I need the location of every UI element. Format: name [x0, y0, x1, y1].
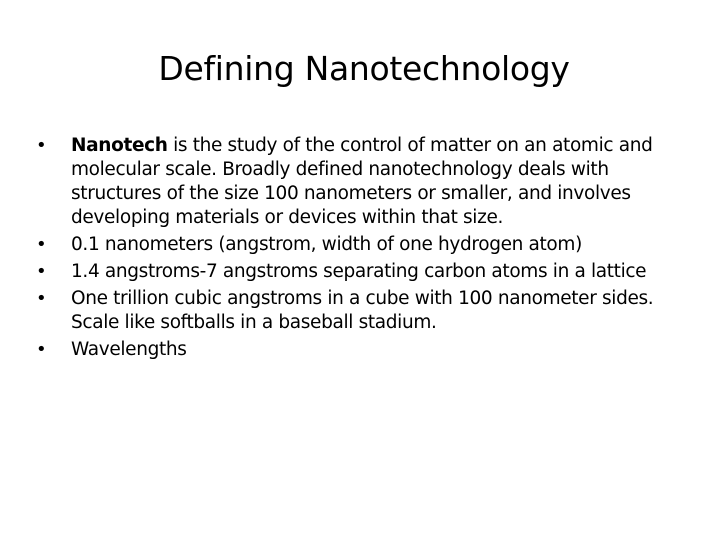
bullet-text: is the study of the control of matter on an atomic and molecular scale. Broadly defined nanotechnology deals with structures of the size 100 nanometers or smaller, and involves developing materials or devices within that size.: [71, 135, 653, 228]
bullet-icon: •: [36, 261, 47, 282]
bullet-icon: •: [36, 288, 47, 309]
bullet-item: [36, 338, 696, 362]
slide-title: Defining Nanotechnology: [158, 49, 570, 88]
bullet-term: Nanotech: [71, 135, 168, 156]
bullet-icon: •: [36, 135, 47, 156]
bullet-text: One trillion cubic angstroms in a cube with 100 nanometer sides. Scale like softballs in a baseball stadium.: [71, 288, 654, 333]
bullet-list: [36, 134, 696, 365]
bullet-text: Wavelengths: [71, 339, 187, 360]
bullet-item: [36, 134, 696, 230]
bullet-text: 0.1 nanometers (angstrom, width of one hydrogen atom): [71, 234, 582, 255]
bullet-text: 1.4 angstroms-7 angstroms separating carbon atoms in a lattice: [71, 261, 647, 282]
bullet-icon: •: [36, 234, 47, 255]
bullet-item: [36, 287, 696, 335]
bullet-item: [36, 233, 696, 257]
bullet-icon: •: [36, 339, 47, 360]
bullet-item: [36, 260, 696, 284]
